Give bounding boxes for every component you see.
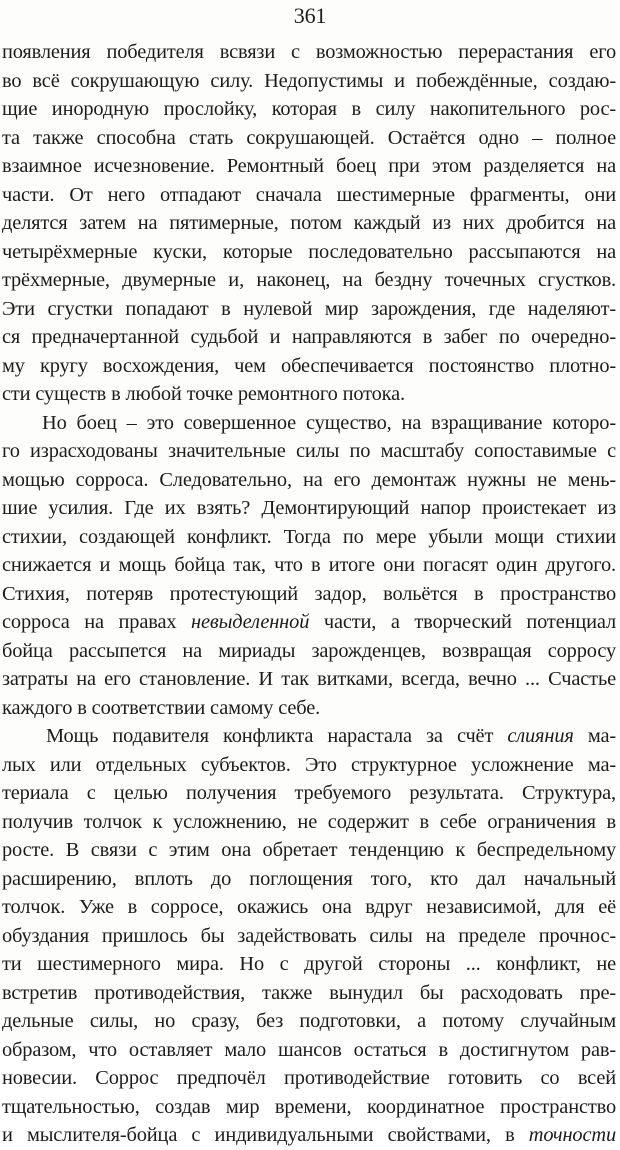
- text-line: обуздания пришлось бы задействовать силы на пределе прочнос-: [2, 924, 616, 947]
- text-line: трёхмерные, двумерные и, наконец, на бездну точечных сгустков.: [2, 269, 616, 291]
- text-line: го израсходованы значительные силы по масштабу сопоставимые с: [2, 440, 616, 462]
- text-line: появления победителя всвязи с возможностью перерастания его: [2, 41, 616, 63]
- text-line: четырёхмерные куски, которые последовательно рассыпаются на: [2, 240, 616, 263]
- text-line: сорроса на правах невыделенной части, а творческий потенциал: [2, 611, 616, 633]
- text-line: Стихия, потеряв протестующий задор, вольётся в пространство: [2, 582, 616, 605]
- text-line: дельные силы, но сразу, без подготовки, а потому случайным: [2, 1010, 616, 1032]
- text-line: затраты на его становление. И так витками, всегда, вечно ... Счастье: [2, 668, 616, 690]
- text-line: каждого в соответствии самому себе.: [2, 696, 321, 719]
- page-number: 361: [293, 3, 327, 28]
- text-line: новесии. Соррос предпочёл противодействие готовить со всей: [2, 1067, 616, 1089]
- text-line: получив толчок к усложнению, не содержит в себе ограничения в: [2, 810, 616, 833]
- italic-term: точности: [528, 1124, 616, 1146]
- text-line: тщательностью, создав мир времени, координатное пространство: [2, 1095, 616, 1118]
- text-line: росте. В связи с этим она обретает тенденцию к беспредельному: [2, 839, 616, 861]
- text-line: териала с целью получения требуемого результата. Структура,: [2, 782, 616, 804]
- italic-term: невыделенной: [191, 611, 310, 633]
- text-line: му кругу восхождения, чем обеспечивается постоянство плотно-: [2, 354, 616, 377]
- text-line: щие инородную прослойку, которая в силу накопительного рос-: [2, 98, 616, 120]
- text-line: мощью сорроса. Следовательно, на его демонтаж нужны не мень-: [2, 468, 616, 491]
- text-line: шие усилия. Где их взять? Демонтирующий напор проистекает из: [2, 497, 616, 519]
- text-line: ти шестимерного мира. Но с другой стороны ... конфликт, не: [2, 953, 616, 975]
- body-text: [2, 38, 616, 1150]
- text-line: стихии, создающей конфликт. Тогда по мере убыли мощи стихии: [2, 525, 616, 548]
- text-line: расширению, вплоть до поглощения того, кто дал начальный: [2, 867, 616, 890]
- text-line: во всё сокрушающую силу. Недопустимы и побеждённые, создаю-: [2, 69, 616, 92]
- text-line: Эти сгустки попадают в нулевой мир зарождения, где наделяют-: [2, 297, 616, 320]
- text-line: делятся затем на пятимерные, потом каждый из них дробится на: [2, 212, 616, 234]
- text-line: Но боец – это совершенное существо, на взращивание которо-: [42, 411, 616, 434]
- text-line: толчок. Уже в сорросе, окажись она вдруг независимой, для её: [2, 896, 616, 918]
- text-line: и мыслителя-бойца с индивидуальными свойствами, в точности: [2, 1124, 616, 1146]
- text-line: образом, что оставляет мало шансов остаться в достигнутом рав-: [2, 1038, 616, 1061]
- text-line: бойца рассыпется на мириады зарожденцев, возвращая сорросу: [2, 639, 616, 662]
- text-line: Мощь подавителя конфликта нарастала за счёт слияния ма-: [46, 725, 617, 747]
- text-line: части. От него отпадают сначала шестимерные фрагменты, они: [2, 183, 616, 206]
- text-line: ся предначертанной судьбой и направляются в забег по очередно-: [2, 326, 616, 348]
- text-line: взаимное исчезновение. Ремонтный боец при этом разделяется на: [2, 155, 616, 177]
- italic-term: слияния: [507, 725, 574, 747]
- text-line: сти существ в любой точке ремонтного потока.: [2, 383, 405, 405]
- text-line: встретив противодействия, также вынудил бы расходовать пре-: [2, 981, 616, 1004]
- text-line: лых или отдельных субъектов. Это структурное усложнение ма-: [2, 753, 616, 776]
- text-line: та также способна стать сокрушающей. Остаётся одно – полное: [2, 126, 616, 149]
- text-line: снижается и мощь бойца так, что в итоге они погасят один другого.: [2, 554, 616, 576]
